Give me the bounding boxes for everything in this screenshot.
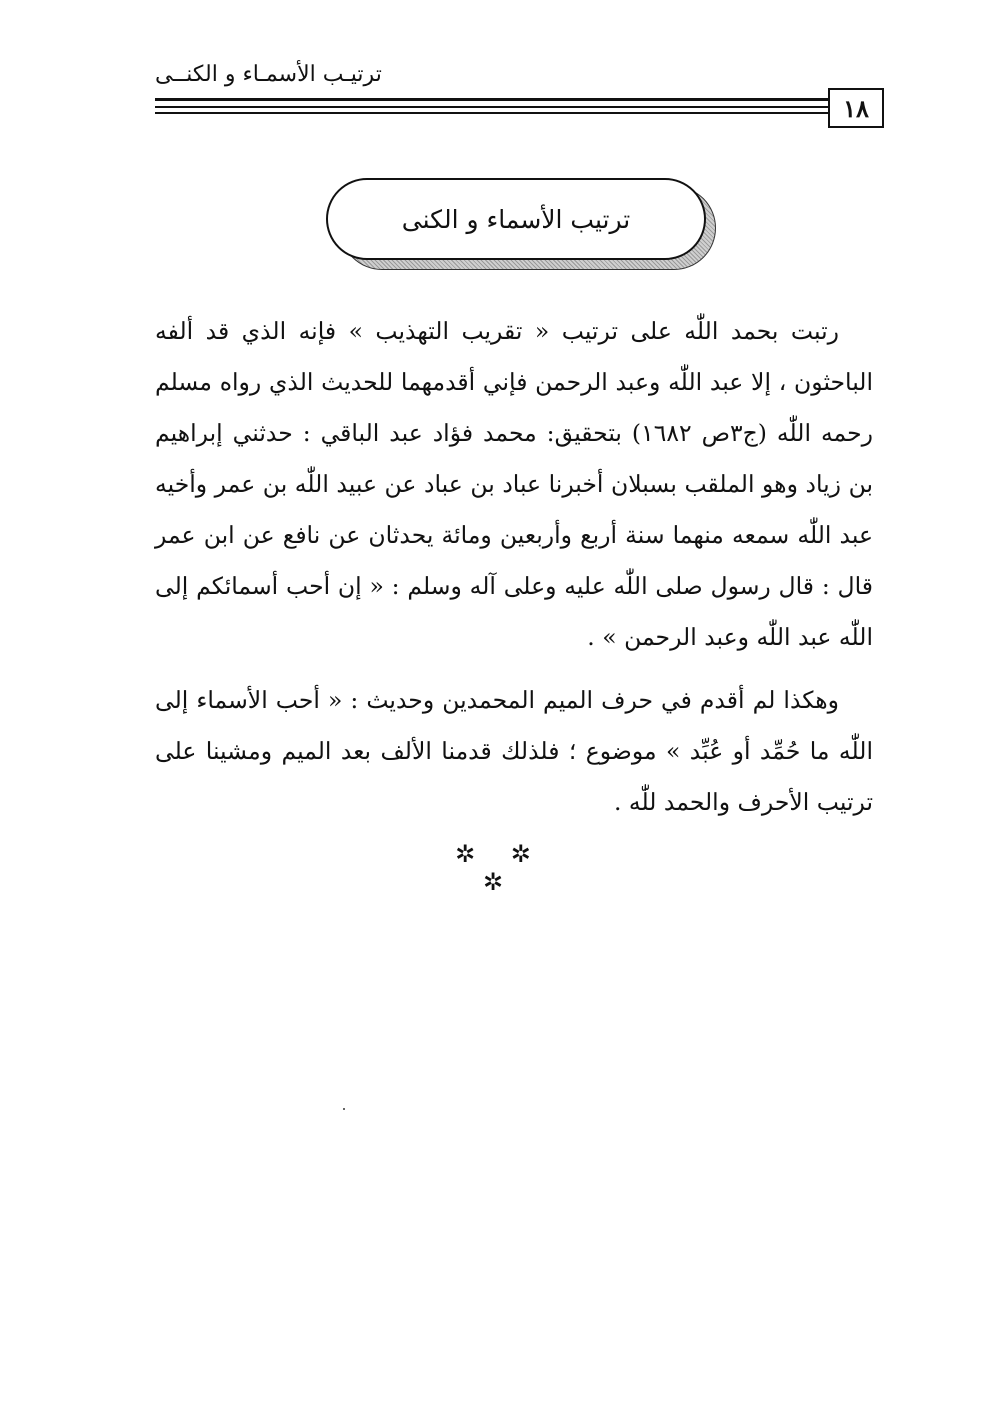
paragraph-1: رتبت بحمد اللّٰه على ترتيب « تقريب التهذيب » فإنه الذي قد ألفه الباحثون ، إلا عبد اللّٰه وعبد الرحمن فإني أقدمهما للحديث الذي رواه مسلم رحمه اللّٰه (ج٣ص ١٦٨٢) بتحقيق: محمد فؤاد عبد الباقي : حدثني إبراهيم بن زياد وهو الملقب بسبلان أخبرنا عباد بن عباد عن عبيد اللّٰه بن عمر وأخيه عبد اللّٰه سمعه منهما سنة أربع وأربعين ومائة يحدثان عن نافع عن ابن عمر قال : قال رسول صلى اللّٰه عليه وعلى آله وسلم : « إن أحب أسمائكم إلى اللّٰه عبد اللّٰه وعبد الرحمن » . xyxy=(155,317,873,651)
header-rule-thin xyxy=(155,106,828,108)
paragraph-2: وهكذا لم أقدم في حرف الميم المحمدين وحديث : « أحب الأسماء إلى اللّٰه ما حُمِّد أو عُبِّد » موضوع ؛ فلذلك قدمنا الألف بعد الميم ومشينا على ترتيب الأحرف والحمد للّٰه . xyxy=(155,686,873,816)
running-header-title: ترتيـب الأسمـاء و الكنــى xyxy=(155,62,382,87)
page-number: ١٨ xyxy=(828,88,884,128)
body-text xyxy=(155,306,873,840)
chapter-title: ترتيب الأسماء و الكنى xyxy=(326,178,706,260)
section-separator-stars: ✲ ✲ ✲ xyxy=(455,840,545,896)
header-rule-thick xyxy=(155,98,828,101)
header-rule-bottom xyxy=(155,112,828,114)
title-frame xyxy=(326,178,718,270)
scan-speck xyxy=(343,1108,345,1110)
